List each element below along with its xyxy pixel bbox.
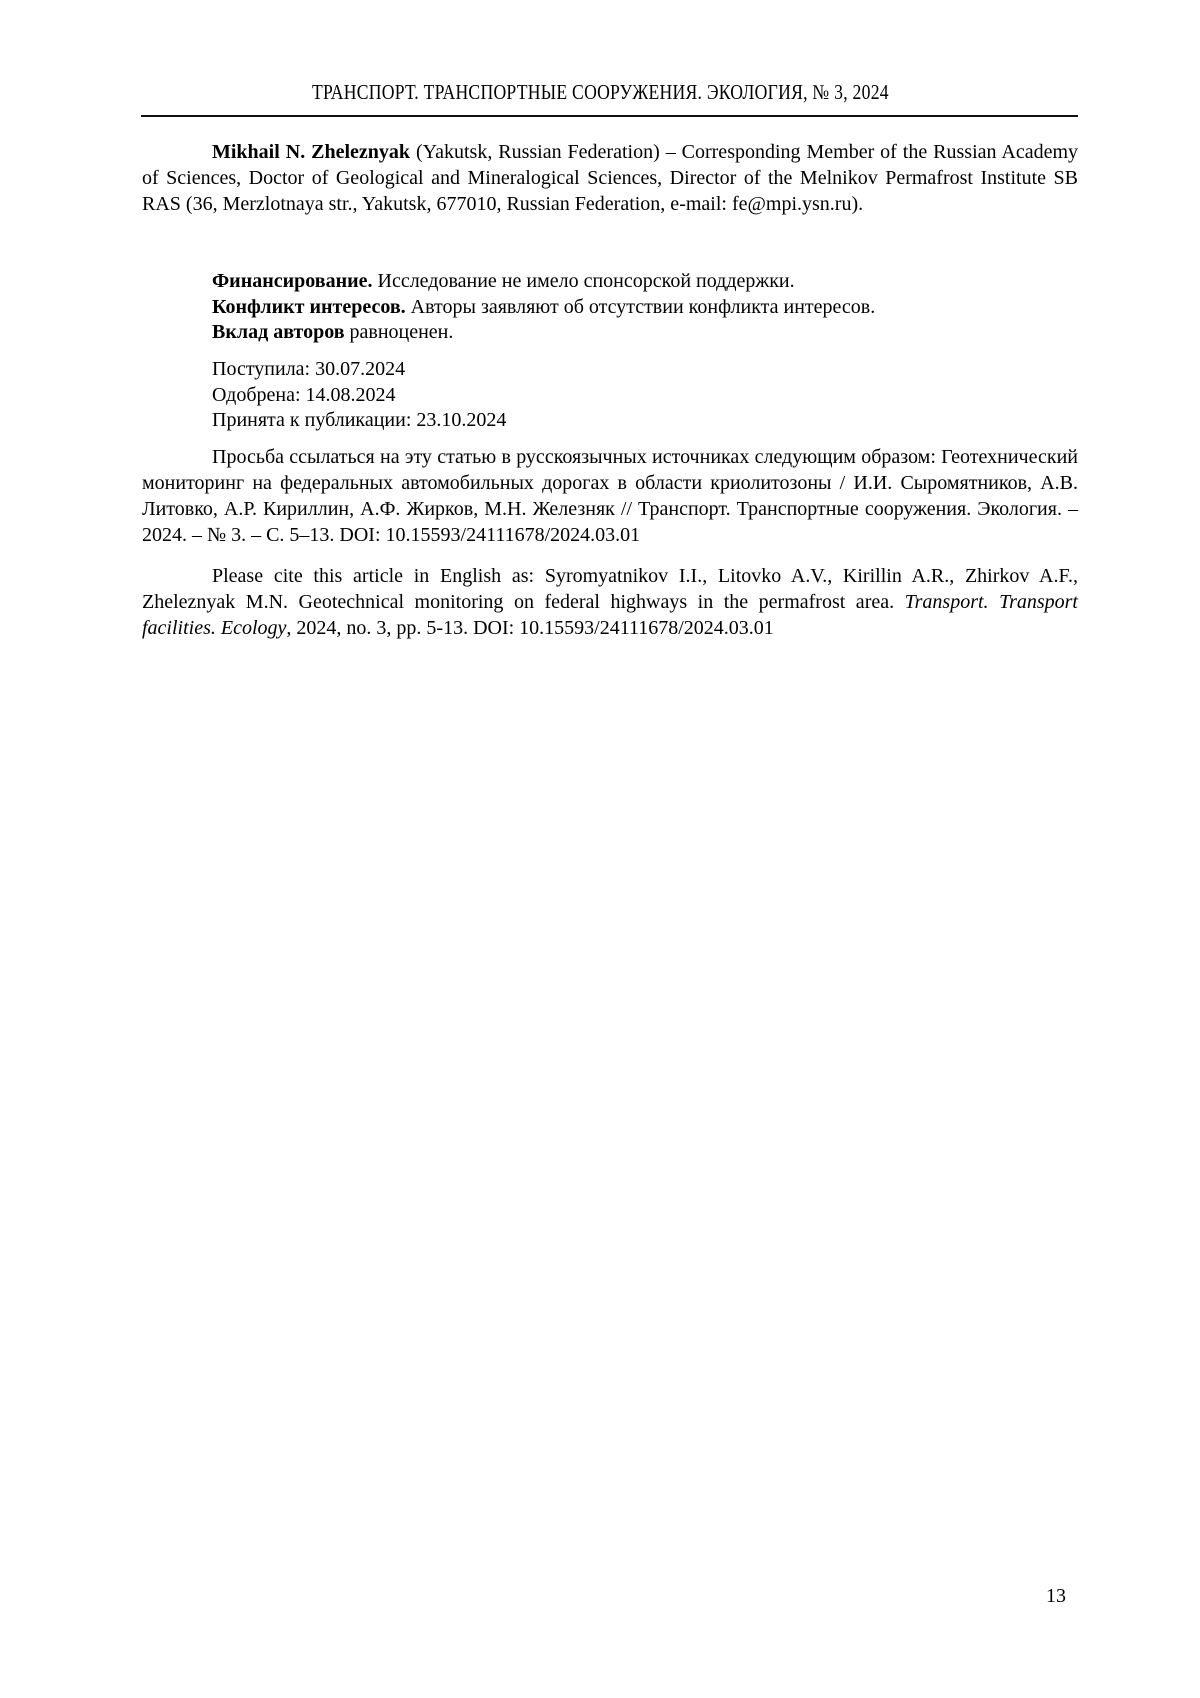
contribution-text: равноценен. — [344, 321, 454, 343]
author-info-paragraph — [142, 139, 1078, 217]
journal-running-head — [0, 80, 1200, 104]
statements-block — [142, 269, 1078, 346]
journal-title-text: ТРАНСПОРТ. ТРАНСПОРТНЫЕ СООРУЖЕНИЯ. ЭКОЛОГИЯ, № 3, 2024 — [311, 80, 889, 104]
article-dates-block — [142, 357, 1078, 434]
citation-english-text — [142, 563, 1078, 641]
citation-journal-name-italic: Transport. Transport facilities. Ecology — [142, 591, 1078, 639]
citation-english-tail: , 2024, no. 3, pp. 5-13. DOI: 10.15593/24111678/2024.03.01 — [286, 617, 774, 639]
date-accepted: Принята к публикации: 23.10.2024 — [212, 409, 507, 431]
page-number: 13 — [1046, 1585, 1066, 1607]
citation-russian-paragraph — [142, 444, 1078, 548]
header-divider-rule — [141, 115, 1078, 117]
citation-english-intro: Please cite this article in English as: Syromyatnikov I.I., Litovko A.V., Kirillin A.R., Zhirkov A.F., Zheleznyak M.N. Geotechnical monitoring on federal highways in the permafrost area. — [142, 565, 1078, 613]
authors-contribution-statement — [142, 320, 1078, 346]
funding-statement — [142, 269, 1078, 295]
author-affiliation-text: (Yakutsk, Russian Federation) – Corresponding Member of the Russian Academy of Sciences, Doctor of Geological and Mineralogical Sciences, Director of the Melnikov Permafrost Institute SB RAS (36, Merzlotnaya str., Yakutsk, 677010, Russian Federation, e-mail: fe@mpi.ysn.ru). — [142, 141, 1079, 215]
conflict-text: Авторы заявляют об отсутствии конфликта интересов. — [405, 295, 876, 318]
funding-text: Исследование не имело спонсорской поддержки. — [372, 270, 795, 292]
contribution-label: Вклад авторов — [212, 321, 345, 343]
conflict-of-interest-statement — [142, 295, 1078, 321]
author-info-text — [142, 139, 1078, 217]
date-approved: Одобрена: 14.08.2024 — [212, 383, 396, 406]
funding-label: Финансирование. — [212, 270, 373, 292]
author-name-bold: Mikhail N. Zheleznyak — [212, 141, 411, 163]
conflict-label: Конфликт интересов. — [212, 295, 406, 318]
citation-russian-text: Просьба ссылаться на эту статью в русскоязычных источниках следующим образом: Геотехнический мониторинг на федеральных автомобильных дорогах в области криолитозоны / И.И. Сыромятников, А.В. Литовко, А.Р. Кириллин, А.Ф. Жирков, М.Н. Железняк // Транспорт. Транспортные сооружения. Экология. – 2024. – № 3. – С. 5–13. DOI: 10.15593/24111678/2024.03.01 — [142, 446, 1078, 546]
citation-english-paragraph — [142, 563, 1078, 641]
date-received: Поступила: 30.07.2024 — [212, 358, 406, 380]
